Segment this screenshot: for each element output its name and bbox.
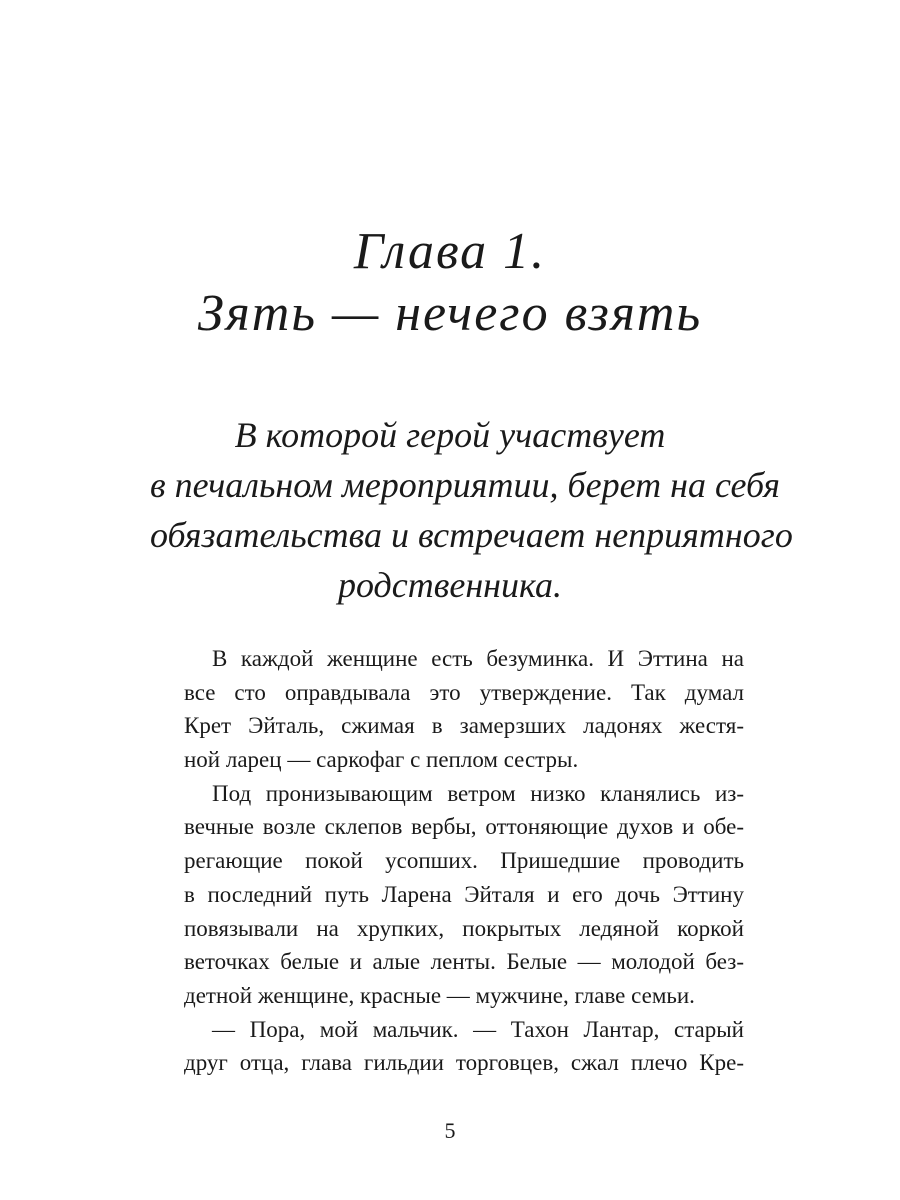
- epigraph-line: в печальном мероприятии, берет на себя: [150, 465, 780, 505]
- epigraph-line: обязательства и встречает неприятного: [150, 515, 793, 555]
- body-line: Под пронизывающим ветром низко кланялись из-: [212, 780, 744, 806]
- body-line: Крет Эйталь, сжимая в замерзших ладонях жестя-: [184, 713, 744, 739]
- body-line: В каждой женщине есть безуминка. И Эттина на: [212, 646, 744, 671]
- body-line: в последний путь Ларена Эйталя и его дочь Эттину: [184, 881, 744, 907]
- chapter-title-heading: Зять — нечего взять: [197, 285, 703, 342]
- body-line: друг отца, глава гильдии торговцев, сжал плечо Кре-: [184, 1050, 744, 1076]
- body-line: все сто оправдывала это утверждение. Так думал: [184, 679, 744, 705]
- body-line: детной женщине, красные — мужчине, главе семьи.: [184, 982, 695, 1008]
- page-number: 5: [444, 1118, 456, 1143]
- body-line: регающие покой усопших. Пришедшие проводить: [184, 848, 744, 874]
- body-line: — Пора, мой мальчик. — Тахон Лантар, старый: [212, 1016, 744, 1042]
- body-text: [184, 642, 744, 1080]
- epigraph-line: родственника.: [338, 565, 562, 605]
- body-line: веточках белые и алые ленты. Белые — молодой без-: [184, 949, 744, 975]
- body-line: ной ларец — саркофаг с пеплом сестры.: [184, 747, 579, 773]
- chapter-epigraph: [150, 410, 793, 610]
- body-line: повязывали на хрупких, покрытых ледяной коркой: [184, 915, 744, 941]
- chapter-number-heading: Глава 1.: [353, 223, 547, 280]
- body-line: вечные возле склепов вербы, оттоняющие духов и обе-: [184, 814, 744, 840]
- epigraph-line: В которой герой участвует: [234, 415, 666, 455]
